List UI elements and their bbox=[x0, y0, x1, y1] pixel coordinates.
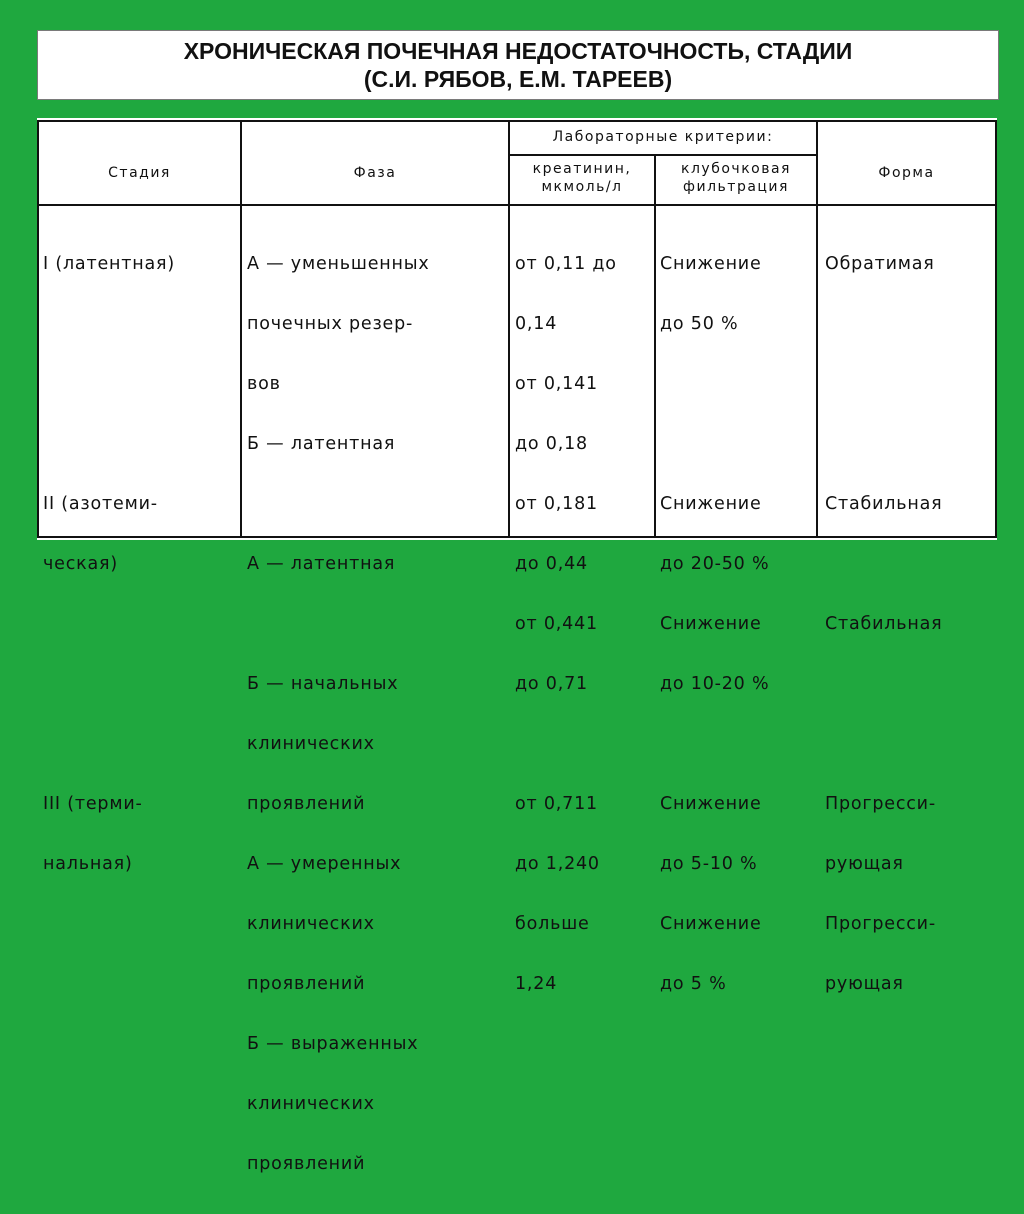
form-line bbox=[825, 314, 943, 334]
phase-line: Б — выраженных bbox=[247, 1034, 419, 1054]
header-lab-criteria: Лабораторные критерии: bbox=[552, 129, 774, 145]
form-line: Прогресси- bbox=[825, 914, 936, 934]
phase-line bbox=[247, 614, 430, 634]
phase-line: проявлений bbox=[247, 1154, 366, 1174]
filtration-line: до 5-10 % bbox=[660, 854, 758, 874]
table-border-left bbox=[37, 120, 39, 538]
header-filtration bbox=[656, 160, 816, 196]
header-phase: Фаза bbox=[353, 165, 397, 181]
form-line: Прогресси- bbox=[825, 794, 936, 814]
creatinine-line: 0,14 bbox=[515, 314, 558, 334]
stage-line: II (азотеми- bbox=[43, 494, 158, 514]
table-border-top bbox=[37, 120, 997, 122]
header-creatinine bbox=[510, 160, 654, 196]
filtration-line: до 10-20 % bbox=[660, 674, 770, 694]
filtration-line: до 50 % bbox=[660, 314, 739, 334]
form-line: Стабильная bbox=[825, 494, 943, 514]
stage-line bbox=[43, 614, 175, 634]
col-divider-1 bbox=[240, 120, 242, 538]
table-border-right bbox=[995, 120, 997, 538]
header-creatinine-line-1: креатинин, bbox=[532, 161, 632, 177]
filtration-line bbox=[660, 734, 769, 754]
form-line bbox=[825, 554, 943, 574]
column-filtration bbox=[660, 214, 769, 1034]
form-line bbox=[825, 374, 943, 394]
column-phase bbox=[247, 214, 430, 1214]
title-line-2: (С.И. РЯБОВ, Е.М. ТАРЕЕВ) bbox=[363, 66, 673, 92]
filtration-line bbox=[660, 374, 769, 394]
phase-line: проявлений bbox=[247, 794, 366, 814]
phase-line: клинических bbox=[247, 914, 375, 934]
filtration-line: Снижение bbox=[660, 254, 762, 274]
filtration-line bbox=[660, 434, 769, 454]
creatinine-line: до 0,44 bbox=[515, 554, 588, 574]
stage-line bbox=[43, 734, 175, 754]
filtration-line: Снижение bbox=[660, 794, 762, 814]
phase-line: А — латентная bbox=[247, 554, 396, 574]
form-line: рующая bbox=[825, 974, 904, 994]
phase-line: вов bbox=[247, 374, 281, 394]
title-line-1: ХРОНИЧЕСКАЯ ПОЧЕЧНАЯ НЕДОСТАТОЧНОСТЬ, СТАДИИ bbox=[183, 38, 853, 64]
filtration-line: до 5 % bbox=[660, 974, 727, 994]
phase-line: проявлений bbox=[247, 974, 366, 994]
stage-line bbox=[43, 374, 175, 394]
creatinine-line: больше bbox=[515, 914, 590, 934]
form-line bbox=[825, 434, 943, 454]
form-line: рующая bbox=[825, 854, 904, 874]
creatinine-line: до 1,240 bbox=[515, 854, 600, 874]
creatinine-line: от 0,711 bbox=[515, 794, 598, 814]
form-line bbox=[825, 734, 943, 754]
form-line: Обратимая bbox=[825, 254, 935, 274]
stage-line bbox=[43, 434, 175, 454]
filtration-line: Снижение bbox=[660, 914, 762, 934]
phase-line: клинических bbox=[247, 734, 375, 754]
header-divider bbox=[37, 204, 997, 206]
stage-line: I (латентная) bbox=[43, 254, 175, 274]
header-creatinine-line-2: мкмоль/л bbox=[541, 179, 623, 195]
stage-line: ческая) bbox=[43, 554, 118, 574]
phase-line: Б — латентная bbox=[247, 434, 396, 454]
column-form bbox=[825, 214, 943, 1034]
stage-line: нальная) bbox=[43, 854, 133, 874]
filtration-line: Снижение bbox=[660, 614, 762, 634]
phase-line bbox=[247, 494, 430, 514]
filtration-line: Снижение bbox=[660, 494, 762, 514]
phase-line: Б — начальных bbox=[247, 674, 399, 694]
creatinine-line: от 0,441 bbox=[515, 614, 598, 634]
creatinine-line bbox=[515, 734, 617, 754]
filtration-line: до 20-50 % bbox=[660, 554, 770, 574]
col-divider-4 bbox=[816, 120, 818, 538]
phase-line: А — уменьшенных bbox=[247, 254, 430, 274]
stage-line bbox=[43, 314, 175, 334]
creatinine-line: от 0,11 до bbox=[515, 254, 617, 274]
header-filtration-line-1: клубочковая bbox=[681, 161, 791, 177]
column-creatinine bbox=[515, 214, 617, 1034]
column-stage bbox=[43, 214, 175, 914]
table-body bbox=[37, 118, 997, 1174]
header-filtration-line-2: фильтрация bbox=[683, 179, 789, 195]
phase-line: клинических bbox=[247, 1094, 375, 1114]
form-line: Стабильная bbox=[825, 614, 943, 634]
header-form: Форма bbox=[878, 165, 935, 181]
creatinine-line: до 0,71 bbox=[515, 674, 588, 694]
creatinine-line: 1,24 bbox=[515, 974, 558, 994]
ckd-stages-table bbox=[37, 118, 997, 1174]
creatinine-line: до 0,18 bbox=[515, 434, 588, 454]
phase-line: почечных резер- bbox=[247, 314, 414, 334]
creatinine-line: от 0,141 bbox=[515, 374, 598, 394]
col-divider-3 bbox=[654, 154, 656, 538]
phase-line: А — умеренных bbox=[247, 854, 402, 874]
stage-line bbox=[43, 674, 175, 694]
form-line bbox=[825, 674, 943, 694]
header-stage: Стадия bbox=[108, 165, 171, 181]
stage-line: III (терми- bbox=[43, 794, 143, 814]
title-box bbox=[37, 30, 999, 100]
creatinine-line: от 0,181 bbox=[515, 494, 598, 514]
lab-subheader-divider bbox=[508, 154, 818, 156]
